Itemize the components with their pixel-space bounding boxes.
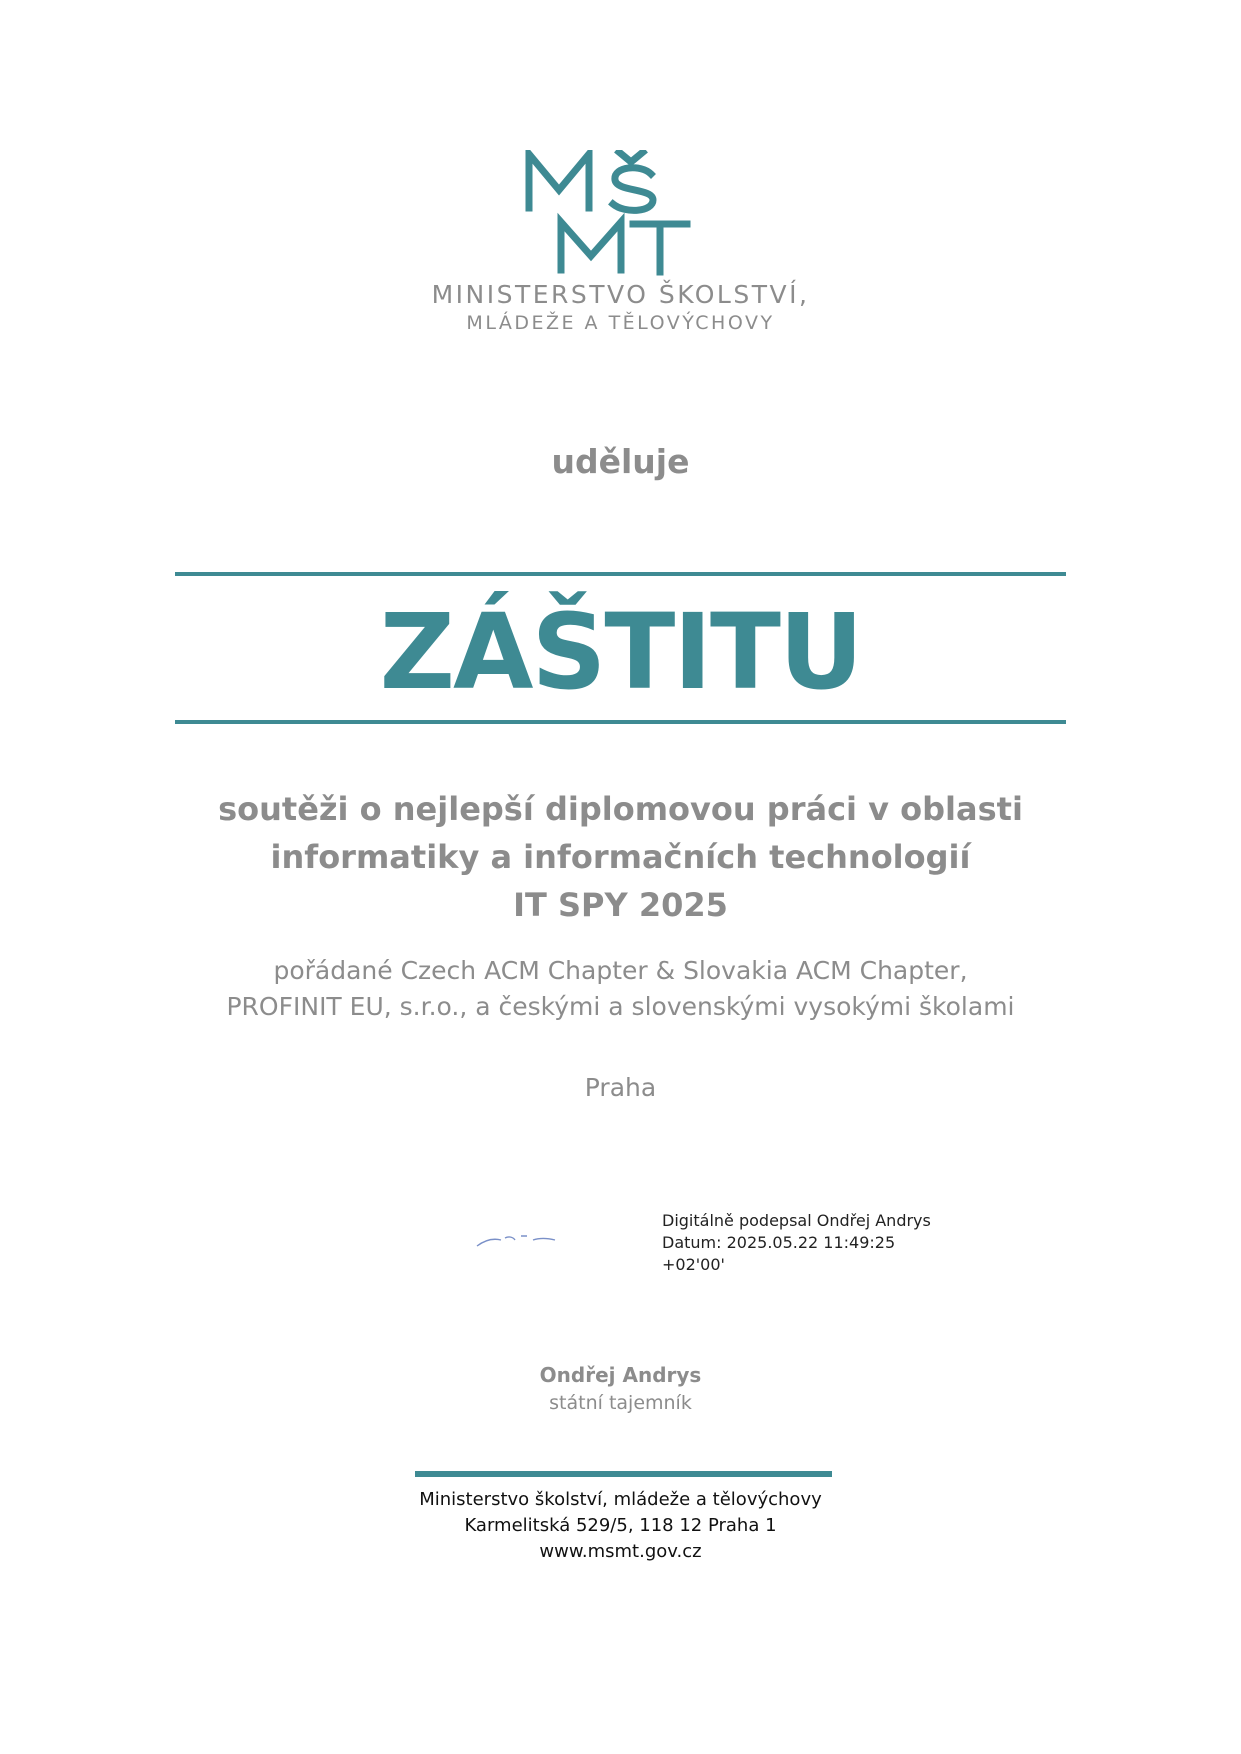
logo-text-line2: MLÁDEŽE A TĚLOVÝCHOVY (466, 312, 775, 334)
digital-signature-line3: +02'00' (662, 1255, 725, 1274)
intro-text: uděluje (551, 442, 690, 481)
signature-stroke-icon (475, 1228, 565, 1250)
footer-line1: Ministerstvo školství, mládeže a tělovýchovy (419, 1489, 822, 1510)
logo-text-line1: MINISTERSTVO ŠKOLSTVÍ, (431, 280, 810, 309)
city-text: Praha (584, 1073, 657, 1102)
organizers-line2: PROFINIT EU, s.r.o., a českými a slovenskými vysokými školami (226, 992, 1015, 1021)
digital-signature-line1: Digitálně podepsal Ondřej Andrys (662, 1211, 931, 1230)
footer-line2: Karmelitská 529/5, 118 12 Praha 1 (464, 1515, 777, 1536)
title-rule-bottom (175, 720, 1066, 724)
msmt-logo-mark-icon (521, 150, 721, 278)
signer-name: Ondřej Andrys (539, 1363, 702, 1387)
headline-line2: informatiky a informačních technologií (270, 838, 971, 876)
digital-signature-block (662, 1210, 931, 1276)
footer-line3: www.msmt.gov.cz (539, 1541, 702, 1562)
msmt-logo (0, 150, 1241, 334)
organizers-text (0, 953, 1241, 1025)
signer-role: státní tajemník (549, 1392, 692, 1414)
digital-signature-line2: Datum: 2025.05.22 11:49:25 (662, 1233, 896, 1252)
headline-line3: IT SPY 2025 (513, 886, 728, 924)
organizers-line1: pořádané Czech ACM Chapter & Slovakia ACM Chapter, (273, 956, 968, 985)
footer-address (0, 1487, 1241, 1565)
competition-headline (0, 785, 1241, 929)
document-title: ZÁŠTITU (379, 591, 862, 713)
title-rule-top (175, 572, 1066, 576)
headline-line1: soutěži o nejlepší diplomovou práci v oblasti (218, 790, 1023, 828)
footer-rule (415, 1471, 832, 1477)
